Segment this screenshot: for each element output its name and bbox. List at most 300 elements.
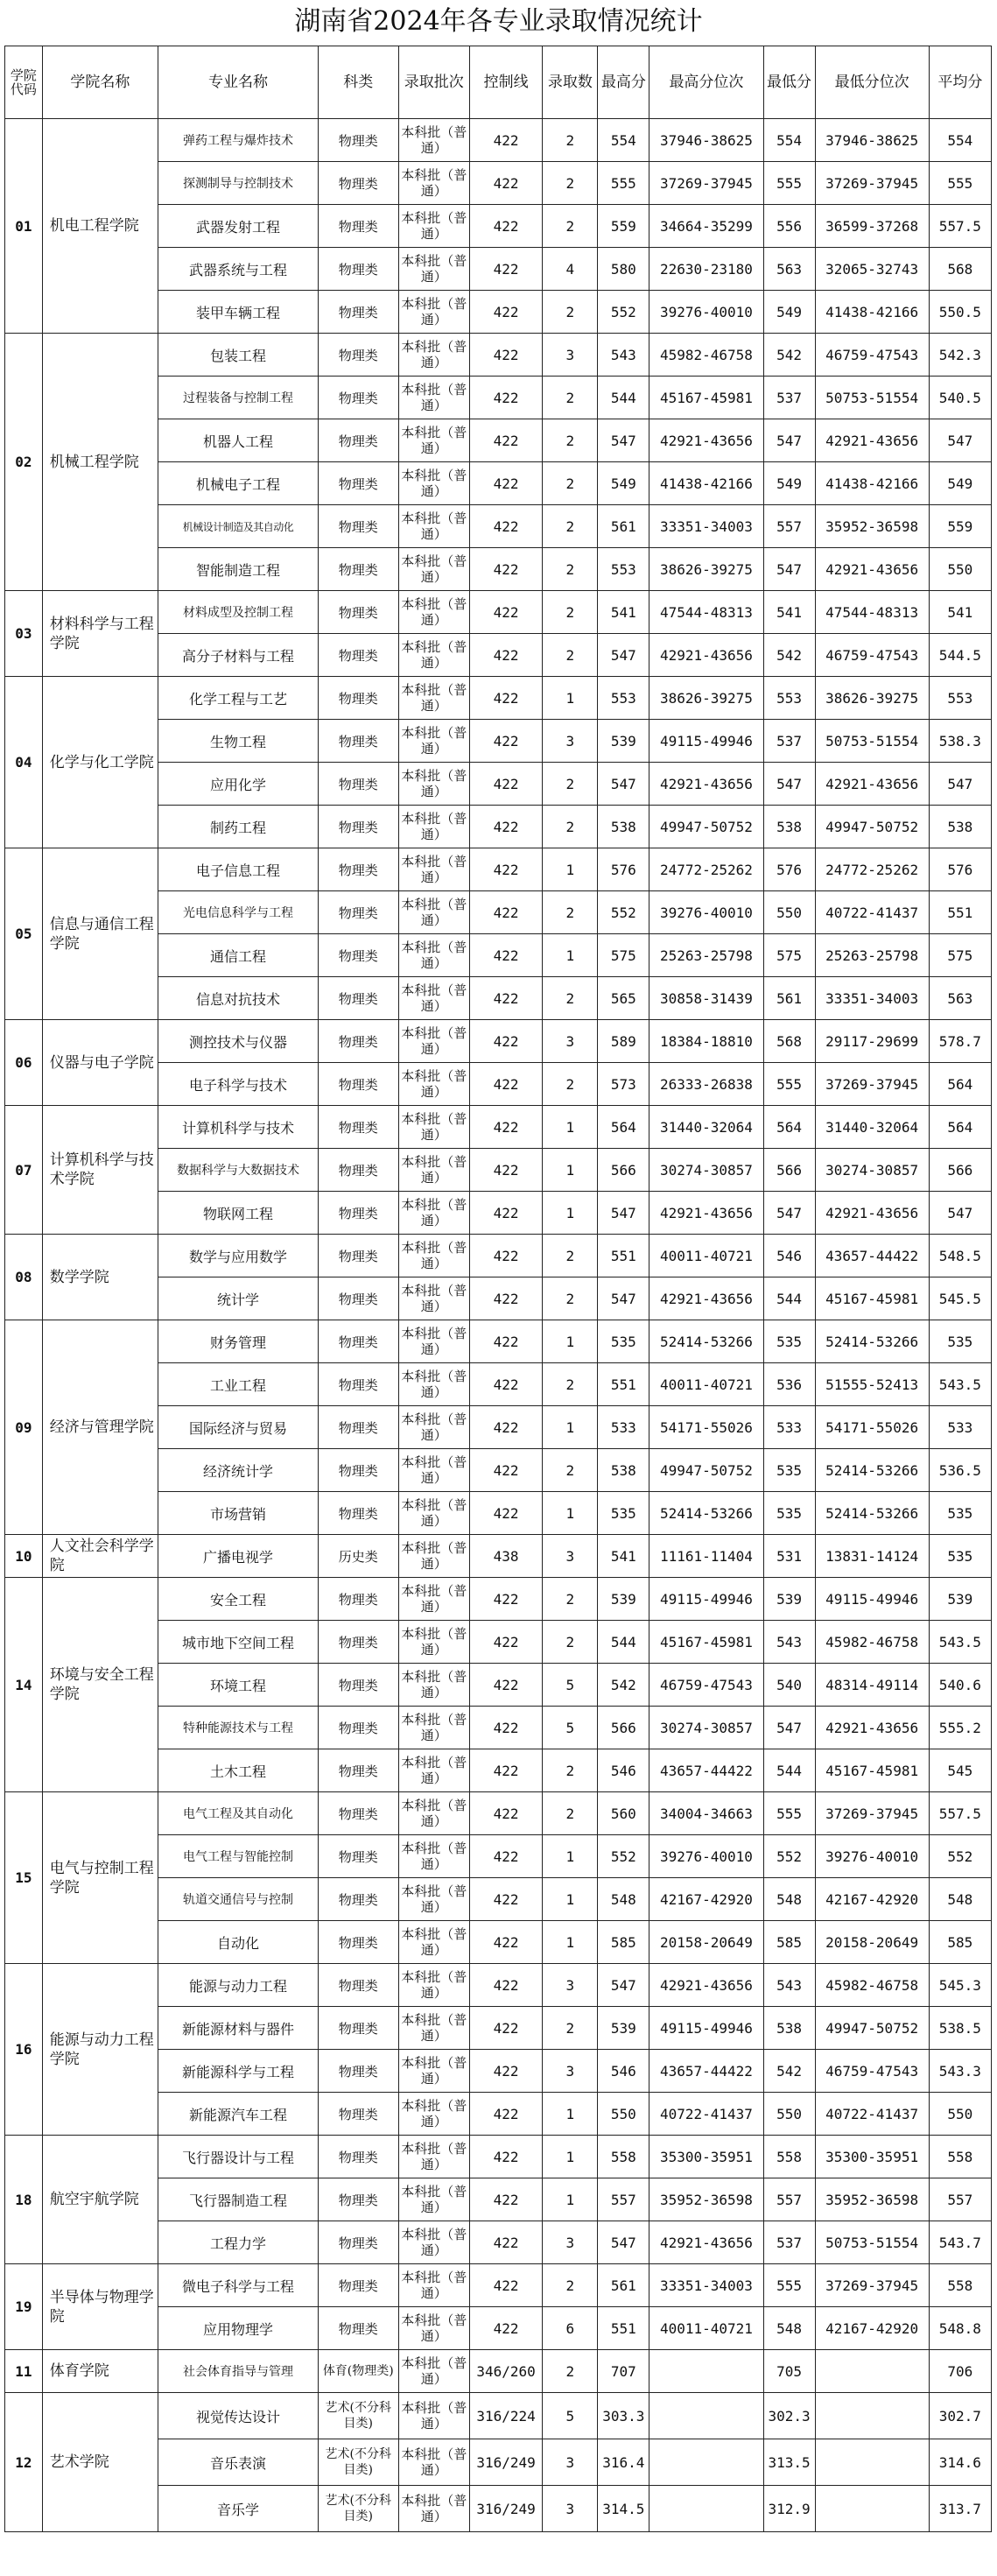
control-line: 422 [469, 505, 542, 548]
admitted-count: 1 [543, 934, 598, 977]
min-rank: 32065-32743 [815, 248, 929, 291]
avg-score: 543.5 [929, 1621, 991, 1664]
min-rank: 31440-32064 [815, 1106, 929, 1149]
min-rank: 33351-34003 [815, 977, 929, 1020]
subject: 物理类 [319, 377, 399, 419]
control-line: 422 [469, 2264, 542, 2307]
college-name: 经济与管理学院 [42, 1320, 158, 1535]
admitted-count: 1 [543, 1921, 598, 1964]
college-code: 01 [5, 119, 43, 334]
control-line: 422 [469, 2178, 542, 2221]
subject: 物理类 [319, 119, 399, 162]
max-score: 535 [598, 1320, 649, 1363]
min-score: 538 [763, 2007, 815, 2050]
major-name: 能源与动力工程 [158, 1964, 318, 2007]
max-rank: 37269-37945 [649, 162, 763, 205]
min-rank: 46759-47543 [815, 334, 929, 377]
max-rank: 42921-43656 [649, 419, 763, 462]
min-rank: 40722-41437 [815, 891, 929, 934]
control-line: 316/249 [469, 2486, 542, 2532]
major-name: 飞行器设计与工程 [158, 2136, 318, 2178]
max-rank: 42921-43656 [649, 2221, 763, 2264]
min-rank: 49947-50752 [815, 806, 929, 848]
max-score: 552 [598, 891, 649, 934]
admitted-count: 2 [543, 763, 598, 806]
control-line: 422 [469, 1664, 542, 1707]
max-score: 557 [598, 2178, 649, 2221]
max-score: 316.4 [598, 2439, 649, 2486]
table-row [5, 1578, 992, 1621]
table-row [5, 1964, 992, 2007]
max-rank: 43657-44422 [649, 1749, 763, 1792]
avg-score: 543.7 [929, 2221, 991, 2264]
subject: 物理类 [319, 2307, 399, 2350]
min-rank: 42921-43656 [815, 1707, 929, 1749]
max-rank: 31440-32064 [649, 1106, 763, 1149]
min-score: 552 [763, 1835, 815, 1878]
admitted-count: 5 [543, 1664, 598, 1707]
college-code: 10 [5, 1535, 43, 1578]
admitted-count: 4 [543, 248, 598, 291]
major-name: 机器人工程 [158, 419, 318, 462]
batch: 本科批（普通） [398, 1192, 469, 1235]
college-name: 能源与动力工程学院 [42, 1964, 158, 2136]
major-name: 工程力学 [158, 2221, 318, 2264]
major-name: 市场营销 [158, 1492, 318, 1535]
min-rank: 45982-46758 [815, 1621, 929, 1664]
subject: 物理类 [319, 977, 399, 1020]
control-line: 422 [469, 1406, 542, 1449]
avg-score: 557.5 [929, 205, 991, 248]
max-rank: 52414-53266 [649, 1320, 763, 1363]
min-score: 564 [763, 1106, 815, 1149]
batch: 本科批（普通） [398, 1020, 469, 1063]
control-line: 422 [469, 2007, 542, 2050]
control-line: 422 [469, 1707, 542, 1749]
max-score: 559 [598, 205, 649, 248]
max-score: 533 [598, 1406, 649, 1449]
control-line: 422 [469, 1063, 542, 1106]
avg-score: 568 [929, 248, 991, 291]
college-code: 08 [5, 1235, 43, 1320]
avg-score: 545.3 [929, 1964, 991, 2007]
min-rank: 41438-42166 [815, 462, 929, 505]
admitted-count: 2 [543, 291, 598, 334]
college-name: 艺术学院 [42, 2393, 158, 2532]
min-rank [815, 2350, 929, 2393]
admitted-count: 2 [543, 1621, 598, 1664]
major-name: 音乐学 [158, 2486, 318, 2532]
major-name: 电子信息工程 [158, 848, 318, 891]
avg-score: 544.5 [929, 634, 991, 677]
min-rank: 50753-51554 [815, 720, 929, 763]
batch: 本科批（普通） [398, 1406, 469, 1449]
min-rank: 49947-50752 [815, 2007, 929, 2050]
header-min-rank: 最低分位次 [815, 46, 929, 119]
batch: 本科批（普通） [398, 1277, 469, 1320]
batch: 本科批（普通） [398, 848, 469, 891]
min-score: 543 [763, 1964, 815, 2007]
table-row [5, 1235, 992, 1277]
batch: 本科批（普通） [398, 2007, 469, 2050]
min-score: 536 [763, 1363, 815, 1406]
min-rank: 37269-37945 [815, 1063, 929, 1106]
max-score: 547 [598, 634, 649, 677]
avg-score: 313.7 [929, 2486, 991, 2532]
major-name: 社会体育指导与管理 [158, 2350, 318, 2393]
major-name: 广播电视学 [158, 1535, 318, 1578]
subject: 物理类 [319, 720, 399, 763]
control-line: 422 [469, 1749, 542, 1792]
control-line: 422 [469, 677, 542, 720]
min-score: 537 [763, 2221, 815, 2264]
header-max-score: 最高分 [598, 46, 649, 119]
avg-score: 551 [929, 891, 991, 934]
min-rank: 43657-44422 [815, 1235, 929, 1277]
max-score: 547 [598, 2221, 649, 2264]
page-title: 湖南省2024年各专业录取情况统计 [294, 6, 703, 37]
admitted-count: 1 [543, 2178, 598, 2221]
subject: 物理类 [319, 2221, 399, 2264]
admitted-count: 2 [543, 806, 598, 848]
control-line: 422 [469, 2221, 542, 2264]
batch: 本科批（普通） [398, 806, 469, 848]
max-rank: 18384-18810 [649, 1020, 763, 1063]
subject: 物理类 [319, 1020, 399, 1063]
header-avg-score: 平均分 [929, 46, 991, 119]
subject: 物理类 [319, 1235, 399, 1277]
control-line: 422 [469, 1578, 542, 1621]
batch: 本科批（普通） [398, 2264, 469, 2307]
header-row [5, 46, 992, 119]
admitted-count: 1 [543, 1106, 598, 1149]
min-rank [815, 2439, 929, 2486]
avg-score: 549 [929, 462, 991, 505]
avg-score: 550 [929, 548, 991, 591]
max-rank: 42921-43656 [649, 634, 763, 677]
college-code: 04 [5, 677, 43, 848]
min-score: 575 [763, 934, 815, 977]
avg-score: 547 [929, 763, 991, 806]
min-score: 541 [763, 591, 815, 634]
min-score: 576 [763, 848, 815, 891]
subject: 物理类 [319, 1449, 399, 1492]
control-line: 346/260 [469, 2350, 542, 2393]
subject: 物理类 [319, 162, 399, 205]
min-score: 557 [763, 505, 815, 548]
batch: 本科批（普通） [398, 1535, 469, 1578]
control-line: 422 [469, 462, 542, 505]
batch: 本科批（普通） [398, 1664, 469, 1707]
max-score: 547 [598, 419, 649, 462]
header-min-score: 最低分 [763, 46, 815, 119]
batch: 本科批（普通） [398, 763, 469, 806]
avg-score: 536.5 [929, 1449, 991, 1492]
max-score: 542 [598, 1664, 649, 1707]
max-rank: 34004-34663 [649, 1792, 763, 1835]
max-score: 539 [598, 720, 649, 763]
max-score: 538 [598, 806, 649, 848]
admitted-count: 2 [543, 2350, 598, 2393]
subject: 物理类 [319, 2264, 399, 2307]
min-score: 547 [763, 1707, 815, 1749]
min-rank: 42167-42920 [815, 2307, 929, 2350]
max-rank: 49115-49946 [649, 1578, 763, 1621]
avg-score: 548.5 [929, 1235, 991, 1277]
major-name: 财务管理 [158, 1320, 318, 1363]
subject: 体育(物理类) [319, 2350, 399, 2393]
header-college-name: 学院名称 [42, 46, 158, 119]
max-rank: 24772-25262 [649, 848, 763, 891]
max-rank: 33351-34003 [649, 2264, 763, 2307]
batch: 本科批（普通） [398, 891, 469, 934]
control-line: 422 [469, 1363, 542, 1406]
max-rank: 30274-30857 [649, 1149, 763, 1192]
max-rank: 49947-50752 [649, 806, 763, 848]
admitted-count: 1 [543, 1149, 598, 1192]
batch: 本科批（普通） [398, 2050, 469, 2093]
max-score: 539 [598, 1578, 649, 1621]
min-rank: 35300-35951 [815, 2136, 929, 2178]
min-rank: 30274-30857 [815, 1149, 929, 1192]
avg-score: 552 [929, 1835, 991, 1878]
control-line: 422 [469, 1792, 542, 1835]
major-name: 经济统计学 [158, 1449, 318, 1492]
college-code: 03 [5, 591, 43, 677]
avg-score: 540.5 [929, 377, 991, 419]
avg-score: 706 [929, 2350, 991, 2393]
major-name: 化学工程与工艺 [158, 677, 318, 720]
control-line: 422 [469, 334, 542, 377]
major-name: 电子科学与技术 [158, 1063, 318, 1106]
subject: 物理类 [319, 1964, 399, 2007]
control-line: 422 [469, 2136, 542, 2178]
min-rank: 37269-37945 [815, 1792, 929, 1835]
max-score: 544 [598, 1621, 649, 1664]
batch: 本科批（普通） [398, 1363, 469, 1406]
max-rank: 41438-42166 [649, 462, 763, 505]
max-score: 546 [598, 2050, 649, 2093]
admitted-count: 2 [543, 377, 598, 419]
subject: 物理类 [319, 1878, 399, 1921]
batch: 本科批（普通） [398, 1921, 469, 1964]
max-score: 558 [598, 2136, 649, 2178]
college-code: 06 [5, 1020, 43, 1106]
control-line: 422 [469, 1835, 542, 1878]
college-name: 仪器与电子学院 [42, 1020, 158, 1106]
control-line: 422 [469, 1235, 542, 1277]
min-score: 550 [763, 891, 815, 934]
batch: 本科批（普通） [398, 2093, 469, 2136]
control-line: 316/249 [469, 2439, 542, 2486]
batch: 本科批（普通） [398, 419, 469, 462]
min-rank: 46759-47543 [815, 634, 929, 677]
min-rank [815, 2393, 929, 2439]
major-name: 数据科学与大数据技术 [158, 1149, 318, 1192]
max-score: 543 [598, 334, 649, 377]
batch: 本科批（普通） [398, 291, 469, 334]
batch: 本科批（普通） [398, 162, 469, 205]
subject: 物理类 [319, 334, 399, 377]
max-score: 550 [598, 2093, 649, 2136]
admitted-count: 2 [543, 419, 598, 462]
max-rank: 52414-53266 [649, 1492, 763, 1535]
min-rank: 37269-37945 [815, 162, 929, 205]
max-rank [649, 2393, 763, 2439]
min-rank: 42921-43656 [815, 548, 929, 591]
avg-score: 564 [929, 1106, 991, 1149]
admitted-count: 3 [543, 1535, 598, 1578]
avg-score: 543.5 [929, 1363, 991, 1406]
header-max-rank: 最高分位次 [649, 46, 763, 119]
major-name: 通信工程 [158, 934, 318, 977]
table-row [5, 1792, 992, 1835]
max-score: 546 [598, 1749, 649, 1792]
admitted-count: 3 [543, 2050, 598, 2093]
table-row [5, 119, 992, 162]
college-code: 11 [5, 2350, 43, 2393]
avg-score: 576 [929, 848, 991, 891]
batch: 本科批（普通） [398, 1235, 469, 1277]
min-score: 547 [763, 763, 815, 806]
control-line: 438 [469, 1535, 542, 1578]
max-score: 566 [598, 1149, 649, 1192]
avg-score: 548 [929, 1878, 991, 1921]
subject: 物理类 [319, 1406, 399, 1449]
max-rank: 45167-45981 [649, 377, 763, 419]
admission-table [4, 46, 992, 2532]
header-major-name: 专业名称 [158, 46, 318, 119]
max-rank: 37946-38625 [649, 119, 763, 162]
max-score: 539 [598, 2007, 649, 2050]
avg-score: 559 [929, 505, 991, 548]
min-score: 540 [763, 1664, 815, 1707]
max-rank: 25263-25798 [649, 934, 763, 977]
max-rank: 11161-11404 [649, 1535, 763, 1578]
max-score: 555 [598, 162, 649, 205]
min-score: 705 [763, 2350, 815, 2393]
max-score: 551 [598, 2307, 649, 2350]
control-line: 316/224 [469, 2393, 542, 2439]
min-rank: 42921-43656 [815, 419, 929, 462]
control-line: 422 [469, 2093, 542, 2136]
avg-score: 553 [929, 677, 991, 720]
college-name: 航空宇航学院 [42, 2136, 158, 2264]
min-score: 538 [763, 806, 815, 848]
max-score: 561 [598, 2264, 649, 2307]
table-row [5, 1320, 992, 1363]
min-score: 553 [763, 677, 815, 720]
min-score: 547 [763, 1192, 815, 1235]
admitted-count: 1 [543, 1878, 598, 1921]
major-name: 过程装备与控制工程 [158, 377, 318, 419]
subject: 物理类 [319, 2050, 399, 2093]
max-rank: 30274-30857 [649, 1707, 763, 1749]
control-line: 422 [469, 1020, 542, 1063]
min-rank: 13831-14124 [815, 1535, 929, 1578]
batch: 本科批（普通） [398, 205, 469, 248]
min-score: 555 [763, 1792, 815, 1835]
college-code: 15 [5, 1792, 43, 1964]
admitted-count: 3 [543, 2221, 598, 2264]
admitted-count: 2 [543, 1578, 598, 1621]
batch: 本科批（普通） [398, 2393, 469, 2439]
min-score: 313.5 [763, 2439, 815, 2486]
subject: 物理类 [319, 505, 399, 548]
max-score: 551 [598, 1235, 649, 1277]
avg-score: 542.3 [929, 334, 991, 377]
table-row [5, 2136, 992, 2178]
college-name: 数学学院 [42, 1235, 158, 1320]
batch: 本科批（普通） [398, 934, 469, 977]
subject: 物理类 [319, 1320, 399, 1363]
admitted-count: 2 [543, 1449, 598, 1492]
subject: 物理类 [319, 2136, 399, 2178]
max-rank: 40011-40721 [649, 2307, 763, 2350]
min-score: 544 [763, 1749, 815, 1792]
header-college-code: 学院代码 [5, 46, 43, 119]
major-name: 高分子材料与工程 [158, 634, 318, 677]
subject: 物理类 [319, 2178, 399, 2221]
batch: 本科批（普通） [398, 2350, 469, 2393]
control-line: 422 [469, 1449, 542, 1492]
admitted-count: 2 [543, 1235, 598, 1277]
max-rank: 39276-40010 [649, 1835, 763, 1878]
min-rank: 46759-47543 [815, 2050, 929, 2093]
admitted-count: 2 [543, 591, 598, 634]
min-rank: 51555-52413 [815, 1363, 929, 1406]
batch: 本科批（普通） [398, 1878, 469, 1921]
control-line: 422 [469, 1277, 542, 1320]
subject: 物理类 [319, 891, 399, 934]
admitted-count: 3 [543, 720, 598, 763]
subject: 物理类 [319, 1277, 399, 1320]
table-body [5, 119, 992, 2532]
subject: 物理类 [319, 1063, 399, 1106]
min-rank: 45167-45981 [815, 1749, 929, 1792]
control-line: 422 [469, 1878, 542, 1921]
admitted-count: 2 [543, 1749, 598, 1792]
avg-score: 557 [929, 2178, 991, 2221]
admitted-count: 1 [543, 677, 598, 720]
min-score: 542 [763, 2050, 815, 2093]
min-rank: 36599-37268 [815, 205, 929, 248]
max-score: 547 [598, 763, 649, 806]
admitted-count: 2 [543, 1792, 598, 1835]
table-row [5, 1106, 992, 1149]
subject: 物理类 [319, 634, 399, 677]
college-name: 材料科学与工程学院 [42, 591, 158, 677]
admitted-count: 1 [543, 1406, 598, 1449]
admitted-count: 1 [543, 2136, 598, 2178]
min-score: 531 [763, 1535, 815, 1578]
subject: 物理类 [319, 205, 399, 248]
avg-score: 566 [929, 1149, 991, 1192]
min-score: 549 [763, 462, 815, 505]
admitted-count: 2 [543, 162, 598, 205]
max-score: 314.5 [598, 2486, 649, 2532]
max-rank: 42921-43656 [649, 1964, 763, 2007]
min-score: 566 [763, 1149, 815, 1192]
max-score: 585 [598, 1921, 649, 1964]
admitted-count: 2 [543, 977, 598, 1020]
batch: 本科批（普通） [398, 2439, 469, 2486]
table-row [5, 1535, 992, 1578]
min-rank: 25263-25798 [815, 934, 929, 977]
table-row [5, 2264, 992, 2307]
max-rank: 40011-40721 [649, 1363, 763, 1406]
control-line: 422 [469, 2050, 542, 2093]
